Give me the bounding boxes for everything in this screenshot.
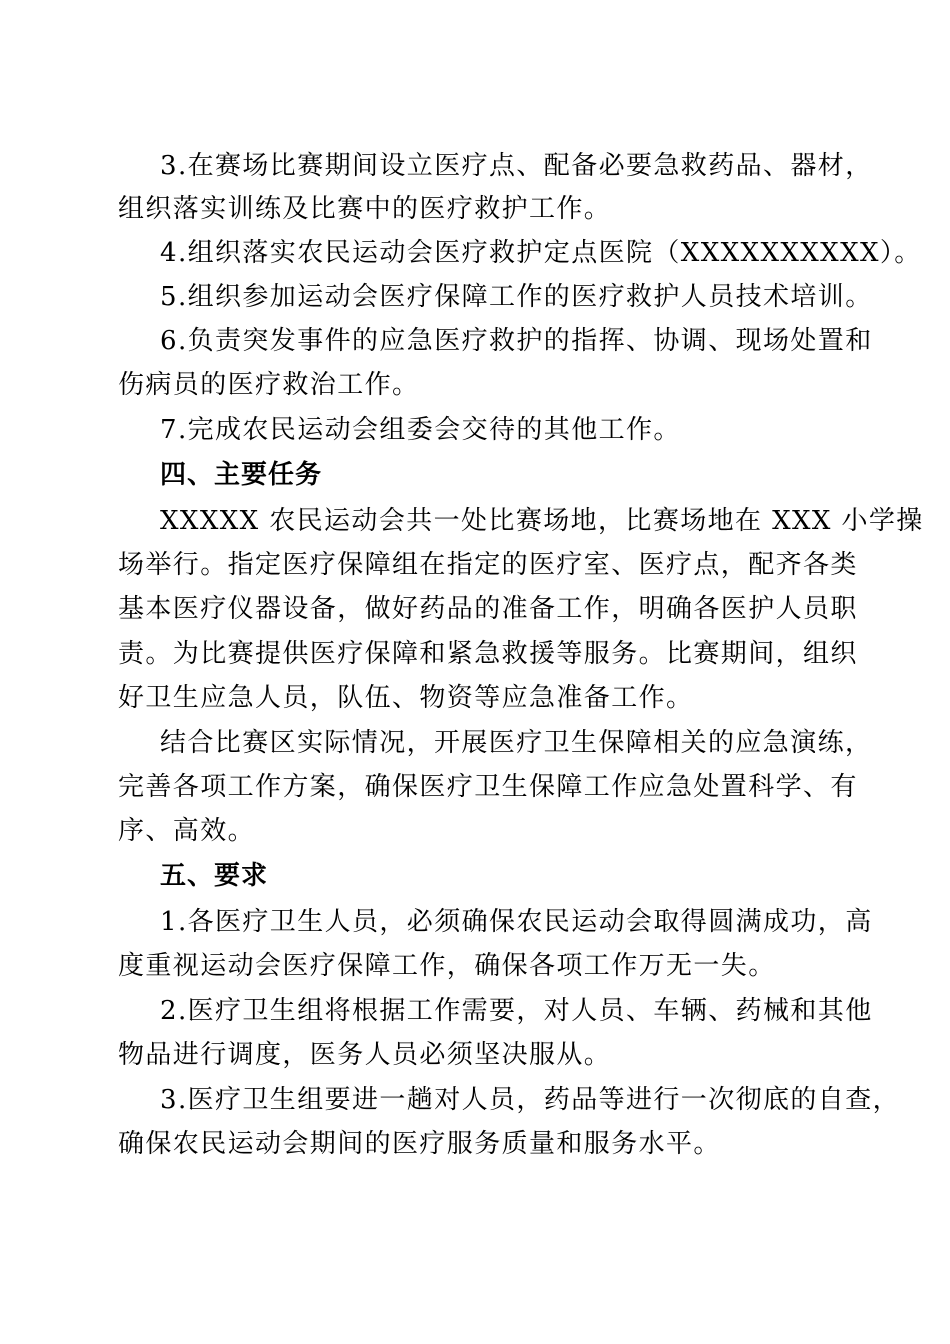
req-3-line-2: 确保农民运动会期间的医疗服务质量和服务水平。 — [118, 1129, 721, 1159]
item-5-line: 5.组织参加运动会医疗保障工作的医疗救护人员技术培训。 — [160, 282, 873, 312]
req-1-line-1: 1.各医疗卫生人员，必须确保农民运动会取得圆满成功，高 — [160, 907, 873, 937]
section-4-heading: 四、主要任务 — [160, 460, 323, 490]
item-6-line-2: 伤病员的医疗救治工作。 — [118, 370, 420, 400]
section-4-para-1-line-1: XXXXX 农民运动会共一处比赛场地，比赛场地在 XXX 小学操 — [160, 506, 924, 536]
item-6-line-1: 6.负责突发事件的应急医疗救护的指挥、协调、现场处置和 — [160, 326, 873, 356]
section-5-heading: 五、要求 — [160, 861, 269, 891]
section-4-para-2-line-2: 完善各项工作方案，确保医疗卫生保障工作应急处置科学、有 — [118, 772, 858, 802]
section-4-para-2-line-1: 结合比赛区实际情况，开展医疗卫生保障相关的应急演练， — [160, 728, 873, 758]
section-4-para-1-line-5: 好卫生应急人员，队伍、物资等应急准备工作。 — [118, 683, 694, 713]
item-4-line: 4.组织落实农民运动会医疗救护定点医院（XXXXXXXXXX）。 — [160, 238, 922, 268]
req-2-line-1: 2.医疗卫生组将根据工作需要，对人员、车辆、药械和其他 — [160, 996, 873, 1026]
section-4-para-1-line-2: 场举行。指定医疗保障组在指定的医疗室、医疗点，配齐各类 — [118, 550, 858, 580]
section-4-para-2-line-3: 序、高效。 — [118, 816, 256, 846]
item-3-line-2: 组织落实训练及比赛中的医疗救护工作。 — [118, 194, 612, 224]
section-4-para-1-line-3: 基本医疗仪器设备，做好药品的准备工作，明确各医护人员职 — [118, 594, 858, 624]
item-7-line: 7.完成农民运动会组委会交待的其他工作。 — [160, 415, 681, 445]
req-2-line-2: 物品进行调度，医务人员必须坚决服从。 — [118, 1040, 612, 1070]
req-3-line-1: 3.医疗卫生组要进一趟对人员，药品等进行一次彻底的自查， — [160, 1085, 901, 1115]
req-1-line-2: 度重视运动会医疗保障工作，确保各项工作万无一失。 — [118, 951, 776, 981]
section-4-para-1-line-4: 责。为比赛提供医疗保障和紧急救援等服务。比赛期间，组织 — [118, 639, 858, 669]
item-3-line-1: 3.在赛场比赛期间设立医疗点、配备必要急救药品、器材， — [160, 151, 873, 181]
